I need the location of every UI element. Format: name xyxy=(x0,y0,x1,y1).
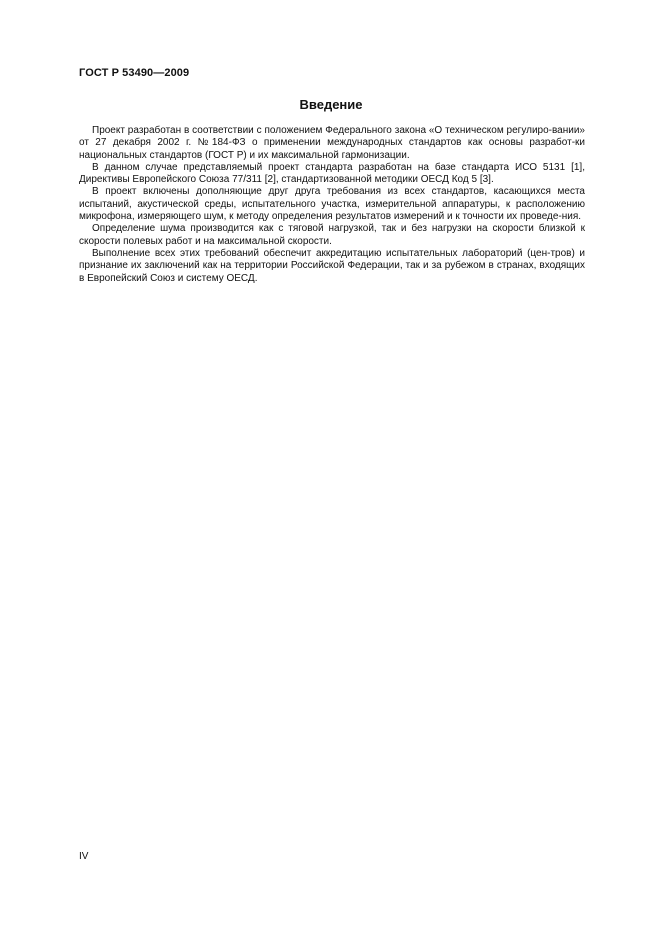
paragraph-1: Проект разработан в соответствии с положением Федерального закона «О техническом регулиро-вании» от 27 декабря 2002 г. №184-ФЗ о применении международных стандартов как основы разработ-ки национальных стандартов (ГОСТ Р) и их максимальной гармонизации. xyxy=(79,125,585,161)
document-header: ГОСТ Р 53490—2009 xyxy=(79,67,190,79)
paragraph-4: Определение шума производится как с тяговой нагрузкой, так и без нагрузки на скорости близкой к скорости полевых работ и на максимальной скорости. xyxy=(79,223,585,247)
section-title: Введение xyxy=(299,97,363,112)
paragraph-3: В проект включены дополняющие друг друга требования из всех стандартов, касающихся места испытаний, акустической среды, испытательного участка, измерительной аппаратуры, к расположению микрофона, измеряющего шум, к методу определения результатов измерений и к точности их проведе-ния. xyxy=(79,186,585,223)
paragraph-5: Выполнение всех этих требований обеспечит аккредитацию испытательных лабораторий (цен-тров) и признание их заключений как на территории Российской Федерации, так и за рубежом в странах, входящих в Европейский Союз и систему ОЕСД. xyxy=(79,247,585,284)
page-number: IV xyxy=(79,851,89,862)
body-text xyxy=(79,125,585,285)
paragraph-2: В данном случае представляемый проект стандарта разработан на базе стандарта ИСО 5131 [1], Директивы Европейского Союза 77/311 [2], стандартизованной методики ОЕСД Код 5 [3]. xyxy=(79,161,585,186)
